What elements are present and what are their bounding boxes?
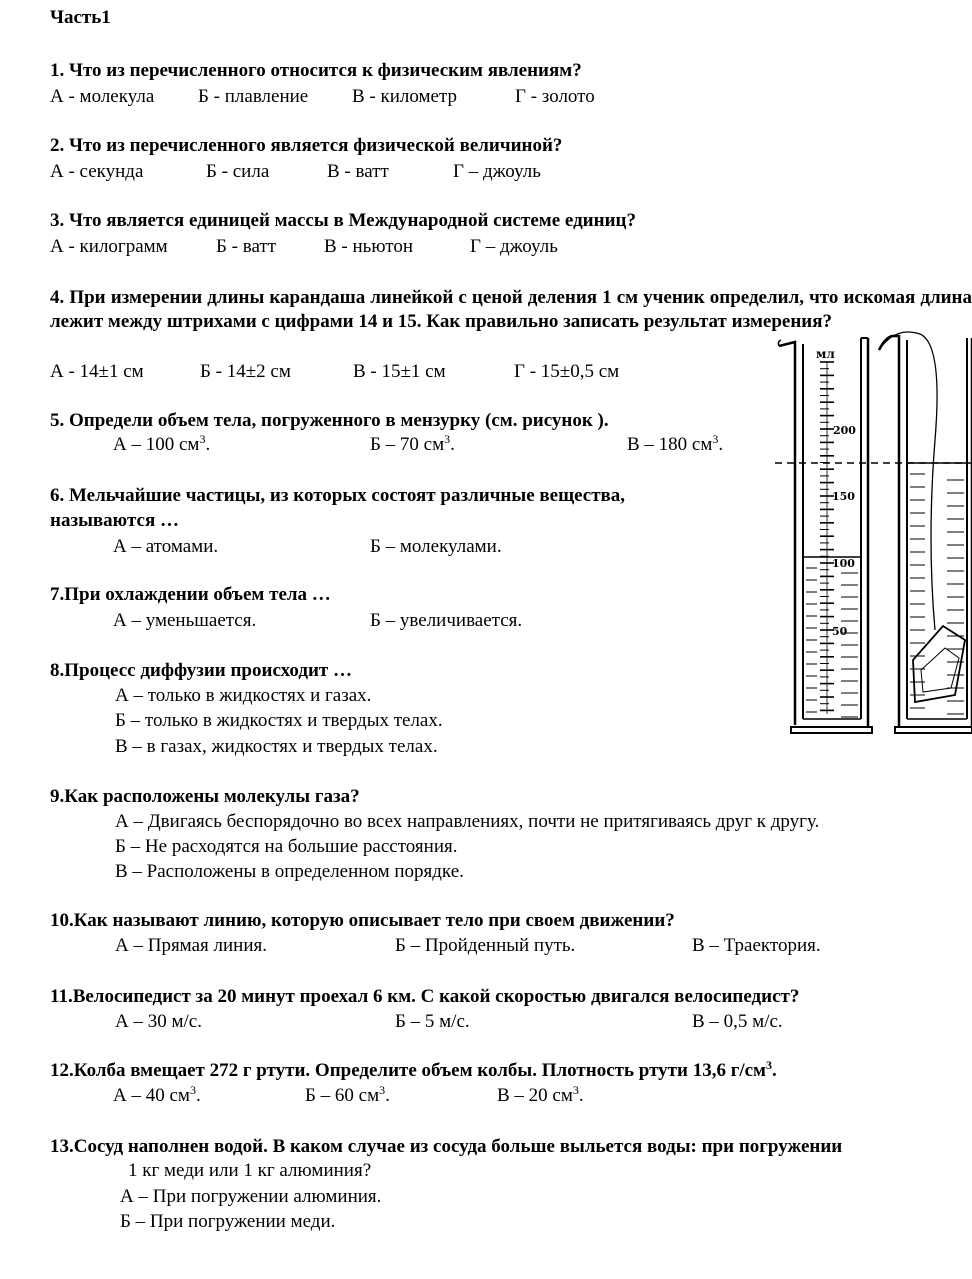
- question-6-cont: называются …: [50, 510, 179, 531]
- q4-option-c: В - 15±1 см: [353, 361, 446, 382]
- q10-option-b: Б – Пройденный путь.: [395, 935, 576, 956]
- q12-option-c: В – 20 $см^3$.: [497, 1083, 584, 1106]
- question-8: 8.Процесс диффузии происходит …: [50, 660, 352, 681]
- scale-label-100: 100: [832, 557, 855, 570]
- question-6: 6. Мельчайшие частицы, из которых состоят различные вещества,: [50, 485, 626, 506]
- scale-label-150: 150: [832, 490, 855, 503]
- q3-option-c: В - ньютон: [324, 236, 413, 257]
- part-title: Часть1: [50, 7, 111, 28]
- q4-option-a: А - 14±1 см: [50, 361, 144, 382]
- unit-label: мл: [816, 347, 835, 361]
- question-1: 1. Что из перечисленного относится к физическим явлениям?: [50, 60, 582, 81]
- cylinder-left-scale: [820, 362, 834, 714]
- q12-option-b: Б – 60 $см^3$.: [305, 1083, 390, 1106]
- q11-option-a: А – 30 м/с.: [115, 1011, 202, 1032]
- question-7: 7.При охлаждении объем тела …: [50, 584, 331, 605]
- question-12: 12.Колба вмещает 272 г ртути. Определите объем колбы. Плотность ртути 13,6 $г/см^3$.: [50, 1058, 777, 1081]
- q9-option-a: А – Двигаясь беспорядочно во всех направлениях, почти не притягиваясь друг к другу.: [115, 811, 820, 832]
- q9-option-b: Б – Не расходятся на большие расстояния.: [115, 836, 458, 857]
- question-4: 4. При измерении длины карандаша линейкой с ценой деления 1 см ученик определил, что искомая длина лежит между штрихами с цифрами 14 и 15. Как правильно записать результат измерения?: [50, 287, 972, 332]
- q11-option-c: В – 0,5 м/с.: [692, 1011, 783, 1032]
- q2-option-d: Г – джоуль: [453, 161, 541, 182]
- q13-option-b: Б – При погружении меди.: [120, 1211, 336, 1232]
- q8-option-a: А – только в жидкостях и газах.: [115, 685, 372, 706]
- q1-option-b: Б - плавление: [198, 86, 309, 107]
- q8-option-b: Б – только в жидкостях и твердых телах.: [115, 710, 443, 731]
- measuring-cylinders-figure: [775, 330, 972, 740]
- q2-option-a: А - секунда: [50, 161, 144, 182]
- q5-option-c: В – 180 $см^3$.: [627, 432, 724, 455]
- question-9: 9.Как расположены молекулы газа?: [50, 786, 360, 807]
- question-13: 13.Сосуд наполнен водой. В каком случае из сосуда больше выльется воды: при погружении: [50, 1136, 843, 1157]
- q11-option-b: Б – 5 м/с.: [395, 1011, 470, 1032]
- q6-option-a: А – атомами.: [113, 536, 219, 557]
- q4-option-d: Г - 15±0,5 см: [514, 361, 620, 382]
- q7-option-a: А – уменьшается.: [113, 610, 257, 631]
- question-5: 5. Определи объем тела, погруженного в мензурку (см. рисунок ).: [50, 410, 609, 431]
- q2-option-c: В - ватт: [327, 161, 389, 182]
- scale-label-200: 200: [833, 424, 856, 437]
- question-10: 10.Как называют линию, которую описывает тело при своем движении?: [50, 910, 675, 931]
- question-11: 11.Велосипедист за 20 минут проехал 6 км. С какой скоростью двигался велосипедист?: [50, 986, 800, 1007]
- q9-option-c: В – Расположены в определенном порядке.: [115, 861, 464, 882]
- question-3: 3. Что является единицей массы в Международной системе единиц?: [50, 210, 636, 231]
- q6-option-b: Б – молекулами.: [370, 536, 502, 557]
- q2-option-b: Б - сила: [206, 161, 270, 182]
- scale-label-50: 50: [832, 625, 848, 638]
- q3-option-b: Б - ватт: [216, 236, 277, 257]
- question-2: 2. Что из перечисленного является физической величиной?: [50, 135, 563, 156]
- q13-option-a: А – При погружении алюминия.: [120, 1186, 382, 1207]
- q12-option-a: А – 40 $см^3$.: [113, 1083, 201, 1106]
- q3-option-a: А - килограмм: [50, 236, 168, 257]
- q8-option-c: В – в газах, жидкостях и твердых телах.: [115, 736, 438, 757]
- q5-option-b: Б – 70 $см^3$.: [370, 432, 455, 455]
- cylinder-right-liquid: [910, 474, 964, 714]
- q4-option-b: Б - 14±2 см: [200, 361, 291, 382]
- q1-option-a: А - молекула: [50, 86, 155, 107]
- q10-option-a: А – Прямая линия.: [115, 935, 267, 956]
- question-13-cont: 1 кг меди или 1 кг алюминия?: [128, 1160, 372, 1181]
- q7-option-b: Б – увеличивается.: [370, 610, 523, 631]
- q3-option-d: Г – джоуль: [470, 236, 558, 257]
- q1-option-c: В - километр: [352, 86, 458, 107]
- q5-option-a: А – 100 $см^3$.: [113, 432, 211, 455]
- q1-option-d: Г - золото: [515, 86, 595, 107]
- q10-option-c: В – Траектория.: [692, 935, 821, 956]
